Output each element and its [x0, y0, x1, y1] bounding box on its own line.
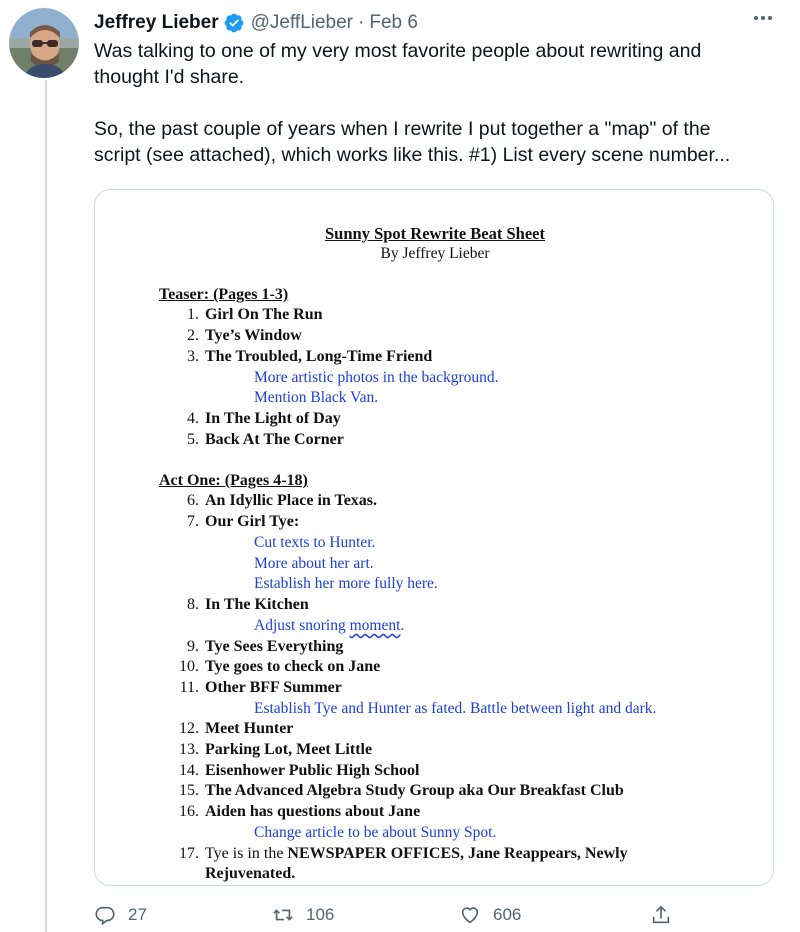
scene-item: 8. In The Kitchen — [187, 596, 309, 613]
author-handle[interactable]: @JeffLieber — [250, 12, 354, 33]
scene-item: 14. Eisenhower Public High School — [179, 762, 420, 779]
scene-note: Mention Black Van. — [254, 389, 379, 406]
attached-image[interactable] — [94, 189, 774, 886]
scene-item: 1. Girl On The Run — [187, 306, 323, 323]
more-options-icon[interactable] — [754, 16, 772, 20]
section-heading: Teaser: (Pages 1-3) — [159, 286, 289, 303]
retweet-icon — [272, 904, 294, 926]
scene-note: Establish Tye and Hunter as fated. Battle between light and dark. — [254, 700, 657, 717]
reply-count: 27 — [128, 905, 147, 924]
scene-item: 12. Meet Hunter — [179, 720, 294, 737]
scene-note: Cut texts to Hunter. — [254, 534, 376, 551]
scene-item: 3. The Troubled, Long-Time Friend — [187, 348, 433, 365]
document-title: Sunny Spot Rewrite Beat Sheet — [324, 224, 545, 243]
scene-item: 7. Our Girl Tye: — [187, 513, 300, 530]
tweet-text-line: So, the past couple of years when I rewrite I put together a "map" of the — [94, 118, 711, 140]
like-count: 606 — [493, 905, 522, 924]
tweet-text-line: Was talking to one of my very most favorite people about rewriting and — [94, 40, 702, 62]
reply-button[interactable] — [94, 904, 147, 926]
scene-item: 16. Aiden has questions about Jane — [179, 803, 421, 820]
document-byline: By Jeffrey Lieber — [380, 245, 490, 262]
scene-item: 15. The Advanced Algebra Study Group aka Our Breakfast Club — [179, 782, 624, 799]
share-icon — [650, 904, 672, 926]
tweet-text — [94, 38, 784, 168]
avatar-image — [9, 8, 79, 78]
scene-item: 10. Tye goes to check on Jane — [179, 658, 381, 675]
retweet-count: 106 — [306, 905, 335, 924]
section-heading: Act One: (Pages 4-18) — [159, 472, 308, 489]
retweet-button[interactable] — [272, 904, 334, 926]
scene-item-continuation: Rejuvenated. — [205, 865, 296, 882]
scene-item: 9. Tye Sees Everything — [187, 638, 344, 655]
reply-icon — [94, 904, 116, 926]
scene-note: Establish her more fully here. — [254, 575, 438, 592]
scene-note: More about her art. — [254, 555, 374, 572]
scene-item: 6. An Idyllic Place in Texas. — [187, 492, 378, 509]
tweet-text-line: thought I'd share. — [94, 66, 245, 88]
like-button[interactable] — [459, 904, 521, 926]
like-icon — [459, 904, 481, 926]
tweet-actions — [94, 904, 694, 932]
scene-item: 11. Other BFF Summer — [179, 679, 342, 696]
separator: · — [358, 12, 365, 33]
scene-item: 4. In The Light of Day — [187, 410, 341, 427]
author-name[interactable]: Jeffrey Lieber — [94, 12, 219, 33]
scene-item: 13. Parking Lot, Meet Little — [179, 741, 373, 758]
scene-item: 17. Tye is in the NEWSPAPER OFFICES, Jane Reappears, Newly — [179, 845, 628, 862]
thread-line — [45, 80, 47, 932]
scene-note: More artistic photos in the background. — [254, 369, 499, 386]
verified-badge-icon — [223, 12, 245, 34]
tweet-date[interactable]: Feb 6 — [369, 12, 418, 33]
scene-note: Adjust snoring moment. — [254, 617, 405, 634]
avatar[interactable] — [9, 8, 79, 78]
scene-note: Change article to be about Sunny Spot. — [254, 824, 497, 841]
tweet-text-line: script (see attached), which works like this. #1) List every scene number... — [94, 144, 731, 166]
scene-item: 5. Back At The Corner — [187, 431, 344, 448]
scene-item: 2. Tye’s Window — [187, 327, 302, 344]
tweet-header — [94, 10, 418, 36]
beat-sheet-document — [95, 190, 774, 886]
share-button[interactable] — [650, 904, 672, 926]
